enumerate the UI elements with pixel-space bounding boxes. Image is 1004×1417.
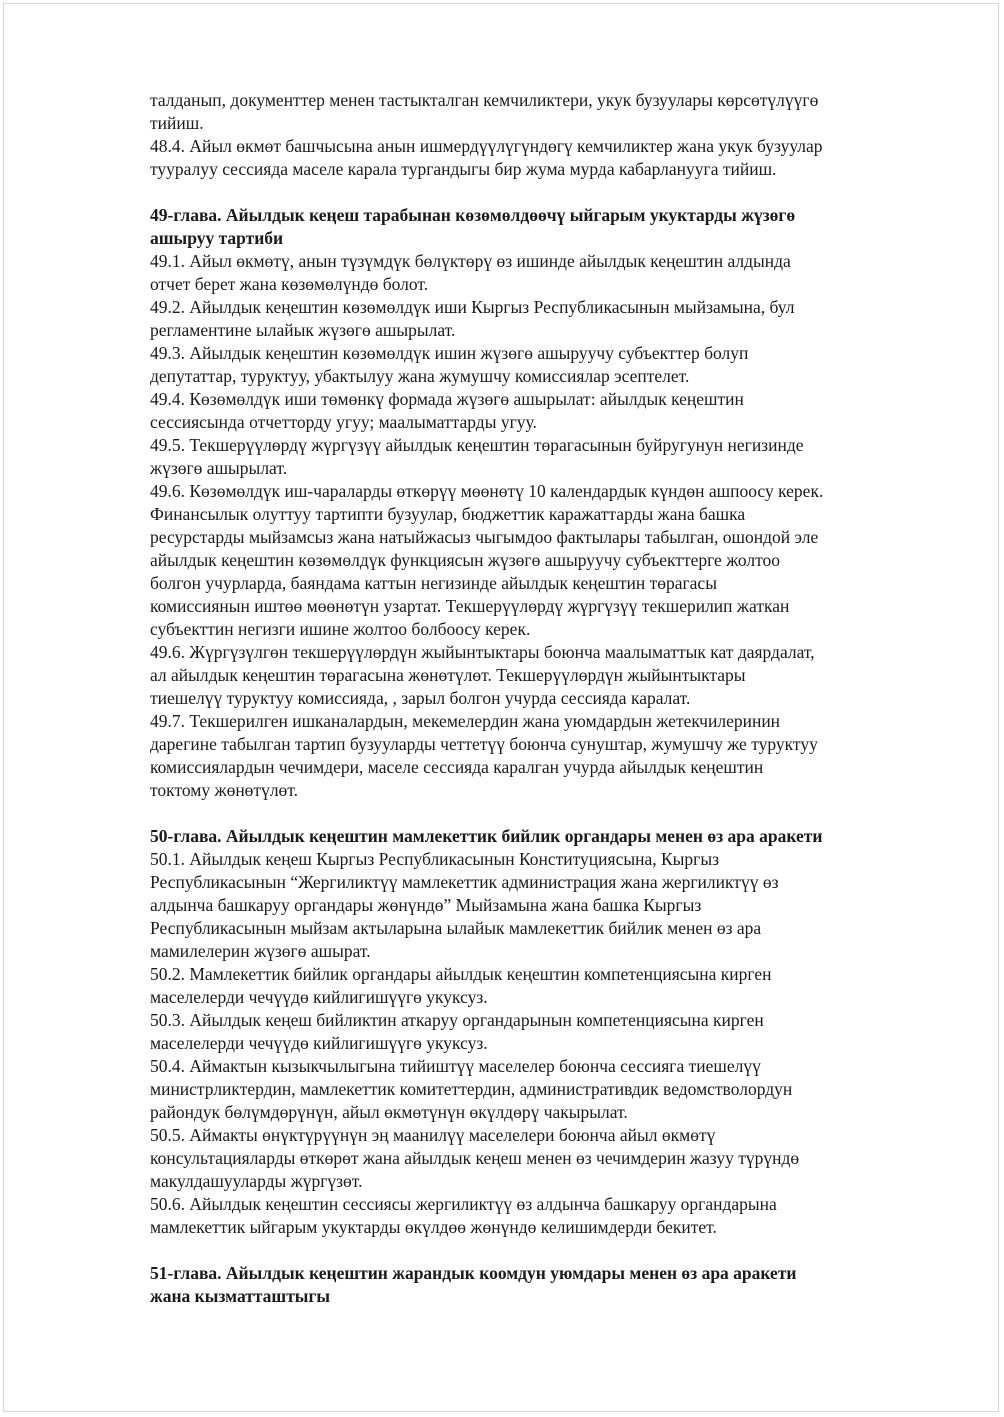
clause-49-6: 49.6. Көзөмөлдүк иш-чараларды өткөрүү мөөнөтү 10 календардык күндөн ашпоосу керек. — [150, 481, 824, 501]
text-line: комиссиялардын чечимдери, маселе сессияда каралган учурда айылдык кеңештин — [150, 757, 764, 777]
text-line: мамлекеттик ыйгарым укуктарды өкүлдөө жөнүндө келишимдерди бекитет. — [150, 1217, 717, 1237]
text-line: тийиш. — [150, 113, 204, 133]
text-line: райондук бөлүмдөрүнүн, айыл өкмөтүнүн өкүлдөрү чакырылат. — [150, 1102, 628, 1122]
text-line: айылдык кеңештин көзөмөлдүк функциясын жүзөгө ашыруучу субъекттерге жолтоо — [150, 550, 781, 570]
clause-50-5: 50.5. Аймакты өнүктүрүүнүн эң маанилүү маселелери боюнча айыл өкмөтү — [150, 1125, 716, 1145]
text-line: Республикасынын мыйзам актыларына ылайык мамлекеттик бийлик менен өз ара — [150, 918, 762, 938]
clause-50-4: 50.4. Аймактын кызыкчылыгына тийиштүү маселелер боюнча сессияга тиешелүү — [150, 1056, 761, 1076]
text-line: болгон учурларда, баяндама каттын негизинде айылдык кеңештин төрагасы — [150, 573, 717, 593]
chapter-51-title: 51-глава. Айылдык кеңештин жарандык коомдун уюмдары менен өз ара аракети — [150, 1263, 797, 1283]
chapter-49-title: 49-глава. Айылдык кеңеш тарабынан көзөмөлдөөчү ыйгарым укуктарды жүзөгө — [150, 205, 796, 225]
text-line: субъекттин негизги ишине жолтоо болбоосу керек. — [150, 619, 531, 639]
clause-50-3: 50.3. Айылдык кеңеш бийликтин аткаруу органдарынын компетенциясына кирген — [150, 1010, 764, 1030]
text-line: талданып, документтер менен тастыкталган кемчиликтери, укук бузуулары көрсөтүлүүгө — [150, 90, 819, 110]
text-line: маселелерди чечүүдө кийлигишүүгө укуксуз. — [150, 1033, 488, 1053]
chapter-50-title: 50-глава. Айылдык кеңештин мамлекеттик бийлик органдары менен өз ара аракети — [150, 826, 823, 846]
clause-49-1: 49.1. Айыл өкмөтү, анын түзүмдүк бөлүктөрү өз ишинде айылдык кеңештин алдында — [150, 251, 791, 271]
clause-49-4: 49.4. Көзөмөлдүк иши төмөнкү формада жүзөгө ашырылат: айылдык кеңештин — [150, 389, 744, 409]
paragraph-gap — [150, 802, 940, 825]
document-page — [3, 3, 999, 1412]
text-line: тууралуу сессияда маселе карала тургандыгы бир жума мурда кабарланууга тийиш. — [150, 159, 777, 179]
paragraph-gap — [150, 1239, 940, 1262]
clause-48-4: 48.4. Айыл өкмөт башчысына анын ишмердүүлүгүндөгү кемчиликтер жана укук бузуулар — [150, 136, 823, 156]
document-body — [150, 89, 940, 1308]
text-line: Финансылык олуттуу тартипти бузуулар, бюджеттик каражаттарды жана башка — [150, 504, 746, 524]
text-line: токтому жөнөтүлөт. — [150, 780, 299, 800]
clause-49-7: 49.7. Текшерилген ишканалардын, мекемелердин жана уюмдардын жетекчилеринин — [150, 711, 781, 731]
text-line: ресурстарды мыйзамсыз жана натыйжасыз чыгымдоо фактылары табылган, ошондой эле — [150, 527, 819, 547]
text-line: жүзөгө ашырылат. — [150, 458, 288, 478]
text-line: алдынча башкаруу органдары жөнүндө” Мыйзамына жана башка Кыргыз — [150, 895, 702, 915]
text-line: маселелерди чечүүдө кийлигишүүгө укуксуз. — [150, 987, 488, 1007]
text-line: Республикасынын “Жергиликтүү мамлекеттик администрация жана жергиликтүү өз — [150, 872, 779, 892]
text-line: мамилелерин жүзөгө ашырат. — [150, 941, 371, 961]
text-line: тиешелүү туруктуу комиссияда, , зарыл болгон учурда сессияда каралат. — [150, 688, 691, 708]
text-line: комиссиянын иштөө мөөнөтүн узартат. Текшерүүлөрдү жүргүзүү текшерилип жаткан — [150, 596, 790, 616]
paragraph-gap — [150, 181, 940, 204]
text-line: консультацияларды өткөрөт жана айылдык кеңеш менен өз чечимдерин жазуу түрүндө — [150, 1148, 800, 1168]
clause-49-2: 49.2. Айылдык кеңештин көзөмөлдүк иши Кыргыз Республикасынын мыйзамына, бул — [150, 297, 795, 317]
text-line: регламентине ылайык жүзөгө ашырылат. — [150, 320, 456, 340]
clause-50-6: 50.6. Айылдык кеңештин сессиясы жергиликтүү өз алдынча башкаруу органдарына — [150, 1194, 777, 1214]
clause-49-5: 49.5. Текшерүүлөрдү жүргүзүү айылдык кеңештин төрагасынын буйругунун негизинде — [150, 435, 804, 455]
clause-49-3: 49.3. Айылдык кеңештин көзөмөлдүк ишин жүзөгө ашыруучу субъекттер болуп — [150, 343, 749, 363]
text-line: депутаттар, туруктуу, убактылуу жана жумушчу комиссиялар эсептелет. — [150, 366, 690, 386]
text-line: сессиясында отчетторду угуу; маалыматтарды угуу. — [150, 412, 537, 432]
text-line: дарегине табылган тартип бузууларды четтетүү боюнча сунуштар, жумушчу же туруктуу — [150, 734, 818, 754]
chapter-49-title: ашыруу тартиби — [150, 228, 284, 248]
text-line: ал айылдык кеңештин төрагасына жөнөтүлөт. Текшерүүлөрдүн жыйынтыктары — [150, 665, 746, 685]
text-line: макулдашууларды жүргүзөт. — [150, 1171, 363, 1191]
text-line: министрликтердин, мамлекеттик комитеттердин, административдик ведомстволордун — [150, 1079, 793, 1099]
text-line: отчет берет жана көзөмөлүндө болот. — [150, 274, 429, 294]
clause-50-2: 50.2. Мамлекеттик бийлик органдары айылдык кеңештин компетенциясына кирген — [150, 964, 772, 984]
clause-49-6-second: 49.6. Жүргүзүлгөн текшерүүлөрдүн жыйынтыктары боюнча маалыматтык кат даярдалат, — [150, 642, 815, 662]
clause-50-1: 50.1. Айылдык кеңеш Кыргыз Республикасынын Конституциясына, Кыргыз — [150, 849, 720, 869]
chapter-51-title: жана кызматташтыгы — [150, 1286, 331, 1306]
